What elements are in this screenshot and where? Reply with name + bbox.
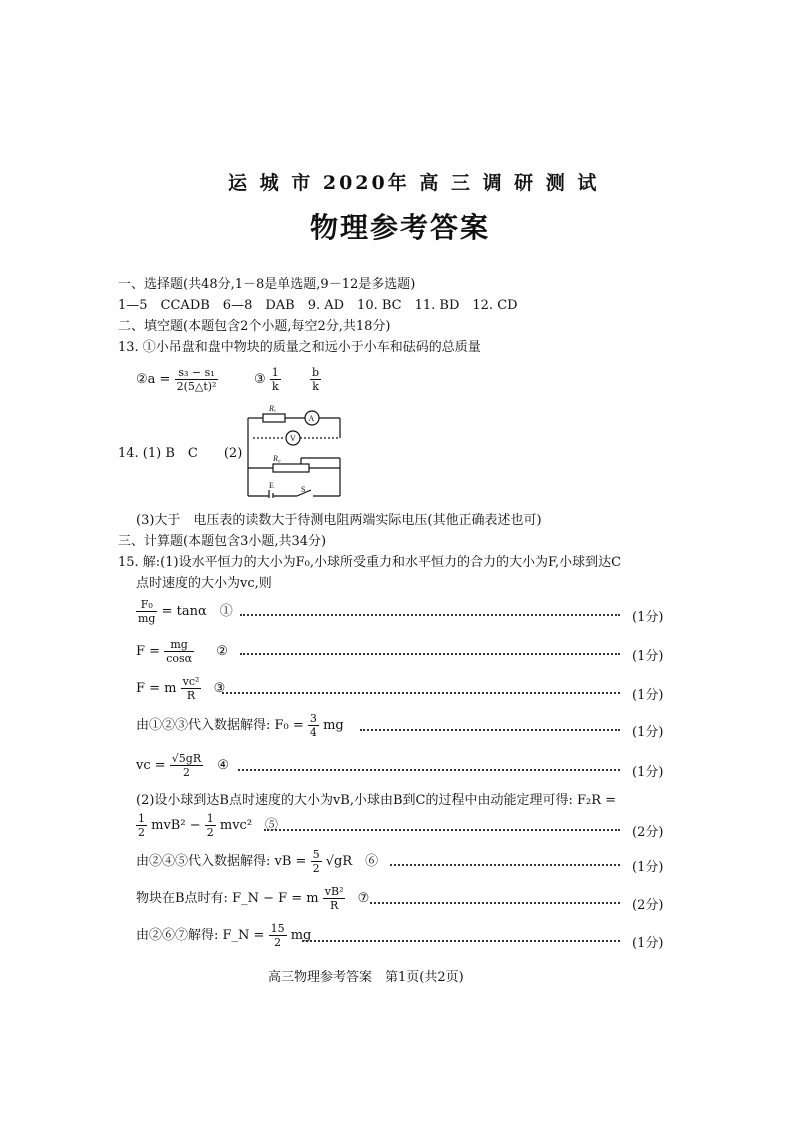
eq2-numerator: mg <box>164 638 194 652</box>
eq3-fraction <box>181 675 202 702</box>
page-footer: 高三物理参考答案 第1页(共2页) <box>268 970 464 985</box>
section-2-heading: 二、填空题(本题包含2个小题,每空2分,共18分) <box>118 319 391 334</box>
score-4: (1分) <box>632 725 664 740</box>
eq2-lhs: F = <box>136 644 161 659</box>
leader-dots-7 <box>390 864 620 866</box>
eq8-tag: ⑦ <box>357 891 370 906</box>
eq5-fraction <box>170 752 203 779</box>
leader-dots-4 <box>360 729 620 731</box>
score-8: (2分) <box>632 898 664 913</box>
eq6-numerator-1: 1 <box>138 812 145 825</box>
leader-dots-9 <box>302 940 620 942</box>
equation-6 <box>136 812 278 839</box>
eq5-tag: ④ <box>217 758 229 773</box>
eq9-numerator: 15 <box>270 922 285 935</box>
score-9: (1分) <box>632 936 664 951</box>
q13-b-prefix: ③ <box>254 372 266 387</box>
eq1-rhs: = tanα ① <box>161 604 233 619</box>
eq3-tag: ③ <box>213 681 226 696</box>
eq2-tag: ② <box>216 644 228 659</box>
section-3-heading: 三、计算题(本题包含3小题,共34分) <box>118 534 327 549</box>
eq4-numerator: 3 <box>309 712 317 725</box>
q14-part-3: (3)大于 电压表的读数大于待测电阻两端实际电压(其他正确表述也可) <box>136 513 542 528</box>
eq6-tail: mvc² ⑤ <box>219 818 279 833</box>
rheostat-r0 <box>273 464 309 472</box>
eq3-lhs: F = m <box>136 681 177 696</box>
leader-dots-6 <box>264 829 620 831</box>
rx-label: Rₓ <box>269 404 277 413</box>
circuit-diagram <box>245 402 345 498</box>
leader-dots-3 <box>222 692 620 694</box>
eq2-denominator: cosα <box>166 652 193 665</box>
equation-8 <box>136 885 369 912</box>
q13-line-1: 13. ①小吊盘和盘中物块的质量之和远小于小车和砝码的总质量 <box>118 340 481 355</box>
equation-3 <box>136 675 225 702</box>
eq6-denominator-2: 2 <box>206 826 214 839</box>
eq1-denominator: mg <box>138 612 156 625</box>
q13-b-fraction <box>270 366 281 393</box>
eq5-denominator: 2 <box>182 766 190 779</box>
q15-part-2-line: (2)设小球到达B点时速度的大小为vB,小球由B到C的过程中由动能定理可得: F₂R = <box>136 793 617 808</box>
eq6-numerator-2: 1 <box>206 812 214 825</box>
eq4-denominator: 4 <box>309 726 317 739</box>
q13-c-numerator: b <box>312 366 320 379</box>
eq8-fraction <box>323 885 346 912</box>
q15-line-2: 点时速度的大小为vc,则 <box>136 576 272 591</box>
eq6-denominator-1: 2 <box>138 826 145 839</box>
leader-dots-8 <box>370 902 620 904</box>
eq2-fraction <box>164 638 194 665</box>
eq8-numerator: vB² <box>324 885 344 898</box>
q13-b-denominator: k <box>271 380 279 393</box>
eq7-text: 由②④⑤代入数据解得: vB = <box>136 854 307 869</box>
voltmeter-label: V <box>290 434 296 443</box>
eq5-numerator: √5gR <box>171 752 202 765</box>
score-5: (1分) <box>632 765 664 780</box>
switch-label: S <box>301 485 306 494</box>
score-1: (1分) <box>632 610 664 625</box>
eq6-fraction-2 <box>205 812 216 839</box>
q13-answer-b <box>254 366 281 393</box>
eq4-fraction <box>308 712 319 739</box>
choice-answers: 1—5 CCADB 6—8 DAB 9. AD 10. BC 11. BD 12. CD <box>118 298 518 313</box>
eq6-fraction-1 <box>136 812 147 839</box>
eq5-lhs: vc = <box>136 758 166 773</box>
equation-2 <box>136 638 228 665</box>
q13-c-denominator: k <box>312 380 319 393</box>
eq1-numerator: F₀ <box>136 598 157 612</box>
equation-1 <box>136 598 233 625</box>
score-7: (1分) <box>632 860 664 875</box>
eq4-text: 由①②③代入数据解得: F₀ = <box>136 718 304 733</box>
section-1-heading: 一、选择题(共48分,1－8是单选题,9－12是多选题) <box>118 277 416 292</box>
ammeter-label: A <box>308 414 315 423</box>
eq4-tail: mg <box>323 718 344 733</box>
equation-9 <box>136 922 311 949</box>
resistor-rx <box>263 414 285 422</box>
eq8-denominator: R <box>329 899 339 912</box>
battery-label: E <box>269 481 274 490</box>
eq7-tail: √gR ⑥ <box>325 854 379 869</box>
page-title: 物理参考答案 <box>310 211 491 244</box>
eq8-text: 物块在B点时有: F_N − F = m <box>136 891 319 906</box>
eq6-mid: mvB² − <box>151 818 201 833</box>
score-6: (2分) <box>632 825 664 840</box>
score-2: (1分) <box>632 649 664 664</box>
q13-answer-a <box>136 366 218 393</box>
q15-line-1: 15. 解:(1)设水平恒力的大小为F₀,小球所受重力和水平恒力的合力的大小为F,小球到达C <box>118 555 622 570</box>
equation-7 <box>136 848 378 875</box>
q13-a-prefix: ②a = <box>136 372 171 387</box>
score-3: (1分) <box>632 688 664 703</box>
q13-a-fraction <box>175 366 219 393</box>
eq1-fraction <box>136 598 157 625</box>
leader-dots-2 <box>240 653 620 655</box>
q13-c-fraction <box>310 366 321 393</box>
eq7-fraction <box>311 848 322 875</box>
eq9-denominator: 2 <box>274 936 282 949</box>
q13-answer-c <box>310 366 321 393</box>
equation-4 <box>136 712 344 739</box>
equation-5 <box>136 752 229 779</box>
eq3-numerator: vc² <box>182 675 200 688</box>
eq3-denominator: R <box>186 689 196 702</box>
q13-a-numerator: s₃ − s₁ <box>175 366 219 380</box>
leader-dots-5 <box>238 769 620 771</box>
eq7-denominator: 2 <box>312 862 320 875</box>
q14-label: 14. (1) B C (2) <box>118 446 243 461</box>
eq9-fraction <box>269 922 287 949</box>
eq7-numerator: 5 <box>312 848 320 861</box>
q13-b-numerator: 1 <box>271 366 279 379</box>
exam-title: 运 城 市 2020年 高 三 调 研 测 试 <box>228 172 600 194</box>
eq9-tail: mg <box>290 928 312 943</box>
r0-label: R₀ <box>273 454 281 463</box>
eq9-text: 由②⑥⑦解得: F_N = <box>136 928 265 943</box>
leader-dots-1 <box>240 614 620 616</box>
q13-a-denominator: 2(5△t)² <box>176 380 217 393</box>
